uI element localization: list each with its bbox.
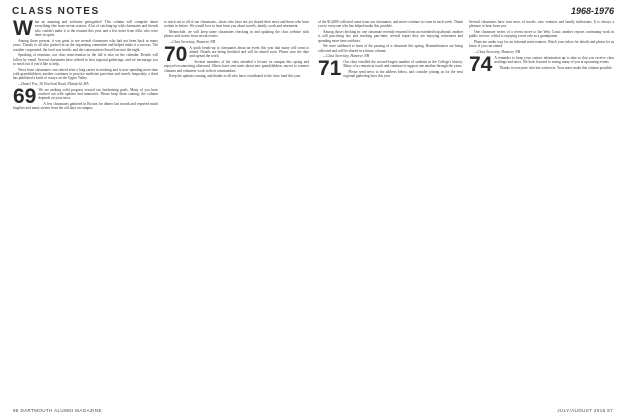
- paragraph: We were saddened to learn of the passing of a classmate this spring. Remembrances are being collected and will be shared in a future column.: [318, 44, 463, 53]
- paragraph: Keep the updates coming, and thanks to all who have contributed to the class fund this year.: [169, 74, 302, 79]
- section-title: CLASS NOTES: [12, 6, 100, 17]
- paragraph: Plans are under way for an informal mini-reunion. Watch your inbox for details and please let us know if you can attend.: [469, 40, 614, 49]
- signature: —Class Secretary, Hanover, NH: [169, 40, 216, 44]
- paragraph: Speaking of reunions, our class mini-reunion in the fall is also on the calendar. Details will follow by email. Several classmates have offered to host regional gatherings, and we encourage you to reach out if you'd like to help.: [13, 53, 158, 67]
- class-year-drop: 69: [13, 84, 37, 108]
- paragraph: 74 A reminder to keep your contact information up to date so that you receive class mailings and news. We look forward to seeing many of you at upcoming events.: [469, 52, 614, 76]
- class-year-drop: 70: [164, 42, 188, 66]
- signature: —Daniel Fox, 36 Overlook Road, Plainfield, MA: [18, 82, 89, 87]
- paragraph: 69 We are making solid progress toward our fundraising goals. Many of you have reached out with updates and memories. Please keep them coming; the column depends on your news.: [13, 84, 158, 108]
- paragraph: One classmate writes of a recent move to the West Coast; another reports continuing work in public service; a third is enjoying a new role as a grandparent.: [469, 30, 614, 39]
- page-header: [12, 6, 614, 20]
- footer-left: 96 DARTMOUTH ALUMNI MAGAZINE: [13, 408, 102, 413]
- paragraph: Among those checking in: one classmate recently returned from an extended trip abroad; another is still practicing law and teaching part-time; several report they are enjoying retirement and spending more time outdoors.: [318, 30, 463, 43]
- class-year-drop: 71: [318, 57, 342, 80]
- paragraph: Several classmates have sent news of travels, new ventures and family milestones. It is always a pleasure to hear from you.: [469, 20, 614, 29]
- paragraph: Please send news to the address below, and consider joining us for the next regional gathering later this year.: [343, 70, 463, 79]
- class-year-drop: 74: [469, 52, 493, 76]
- paragraph: What an amazing and welcome gettogether! This column will comprise about everything else from recent sources. A lot of catching-up with classmates and friends who couldn't make it to the reunion this year, and a few notes from folks who were there in spirit.: [13, 20, 158, 40]
- signature: —Class Secretary, Hanover, NH: [323, 54, 370, 59]
- paragraph: Several members of the class attended a lecture on campus this spring and enjoyed reconnecting afterward. Others have sent notes about new grandchildren, moves to warmer climates and volunteer work in their communities.: [164, 60, 309, 73]
- paragraph: 71 Our class enrolled the second-largest number of students in the College's history. Many of us remain in touch and continue to support one another through the years.: [318, 57, 463, 80]
- paragraph: Among those present, it was great to see several classmates who had not been back in many years. Thanks to all who pitched in on the organizing committee and helped make it a success. The weather cooperated, the food was terrific and the conversation flowed late into the night.: [13, 38, 158, 52]
- signature: —Class Secretary, Hanover, NH: [474, 50, 521, 54]
- drop-cap: W: [13, 20, 33, 40]
- paragraph: of the $14,800 collected came from our classmates, and more continue to come in each week. Thank you to everyone who has helped make this possible.: [318, 20, 463, 29]
- paragraph: Thanks to everyone who has written in. Your notes make this column possible.: [499, 65, 613, 70]
- column-4: [469, 20, 614, 408]
- column-2: [164, 20, 309, 408]
- footer-right: JULY/AUGUST 2016 97: [557, 408, 613, 413]
- paragraph: to reach out to all of our classmates—those who have not yet shared their news and those who have written in before. We would love to hear from you about travels, family, work and retirement.: [164, 20, 309, 29]
- paragraph: Meanwhile, we will keep some classmates checking in and updating the class website with photos and stories from recent events.: [164, 30, 309, 39]
- paragraph: News from classmates: one retired after a long career in teaching and is now spending more time with grandchildren; another continues to practice medicine part-time and travels frequently; a third has published a book of essays on the Upper Valley.: [13, 67, 158, 81]
- paragraph: 70 A quick heads-up to classmates about an event this year that many will want to attend. Details are being finalized and will be shared soon. Please save the date and spread the word.: [164, 42, 309, 66]
- column-3: [318, 20, 463, 408]
- column-1: [13, 20, 158, 408]
- class-years: 1968-1976: [570, 6, 614, 16]
- paragraph: A few classmates gathered in Boston for dinner last month and reported much laughter and many stories from the old days on campus.: [13, 102, 158, 111]
